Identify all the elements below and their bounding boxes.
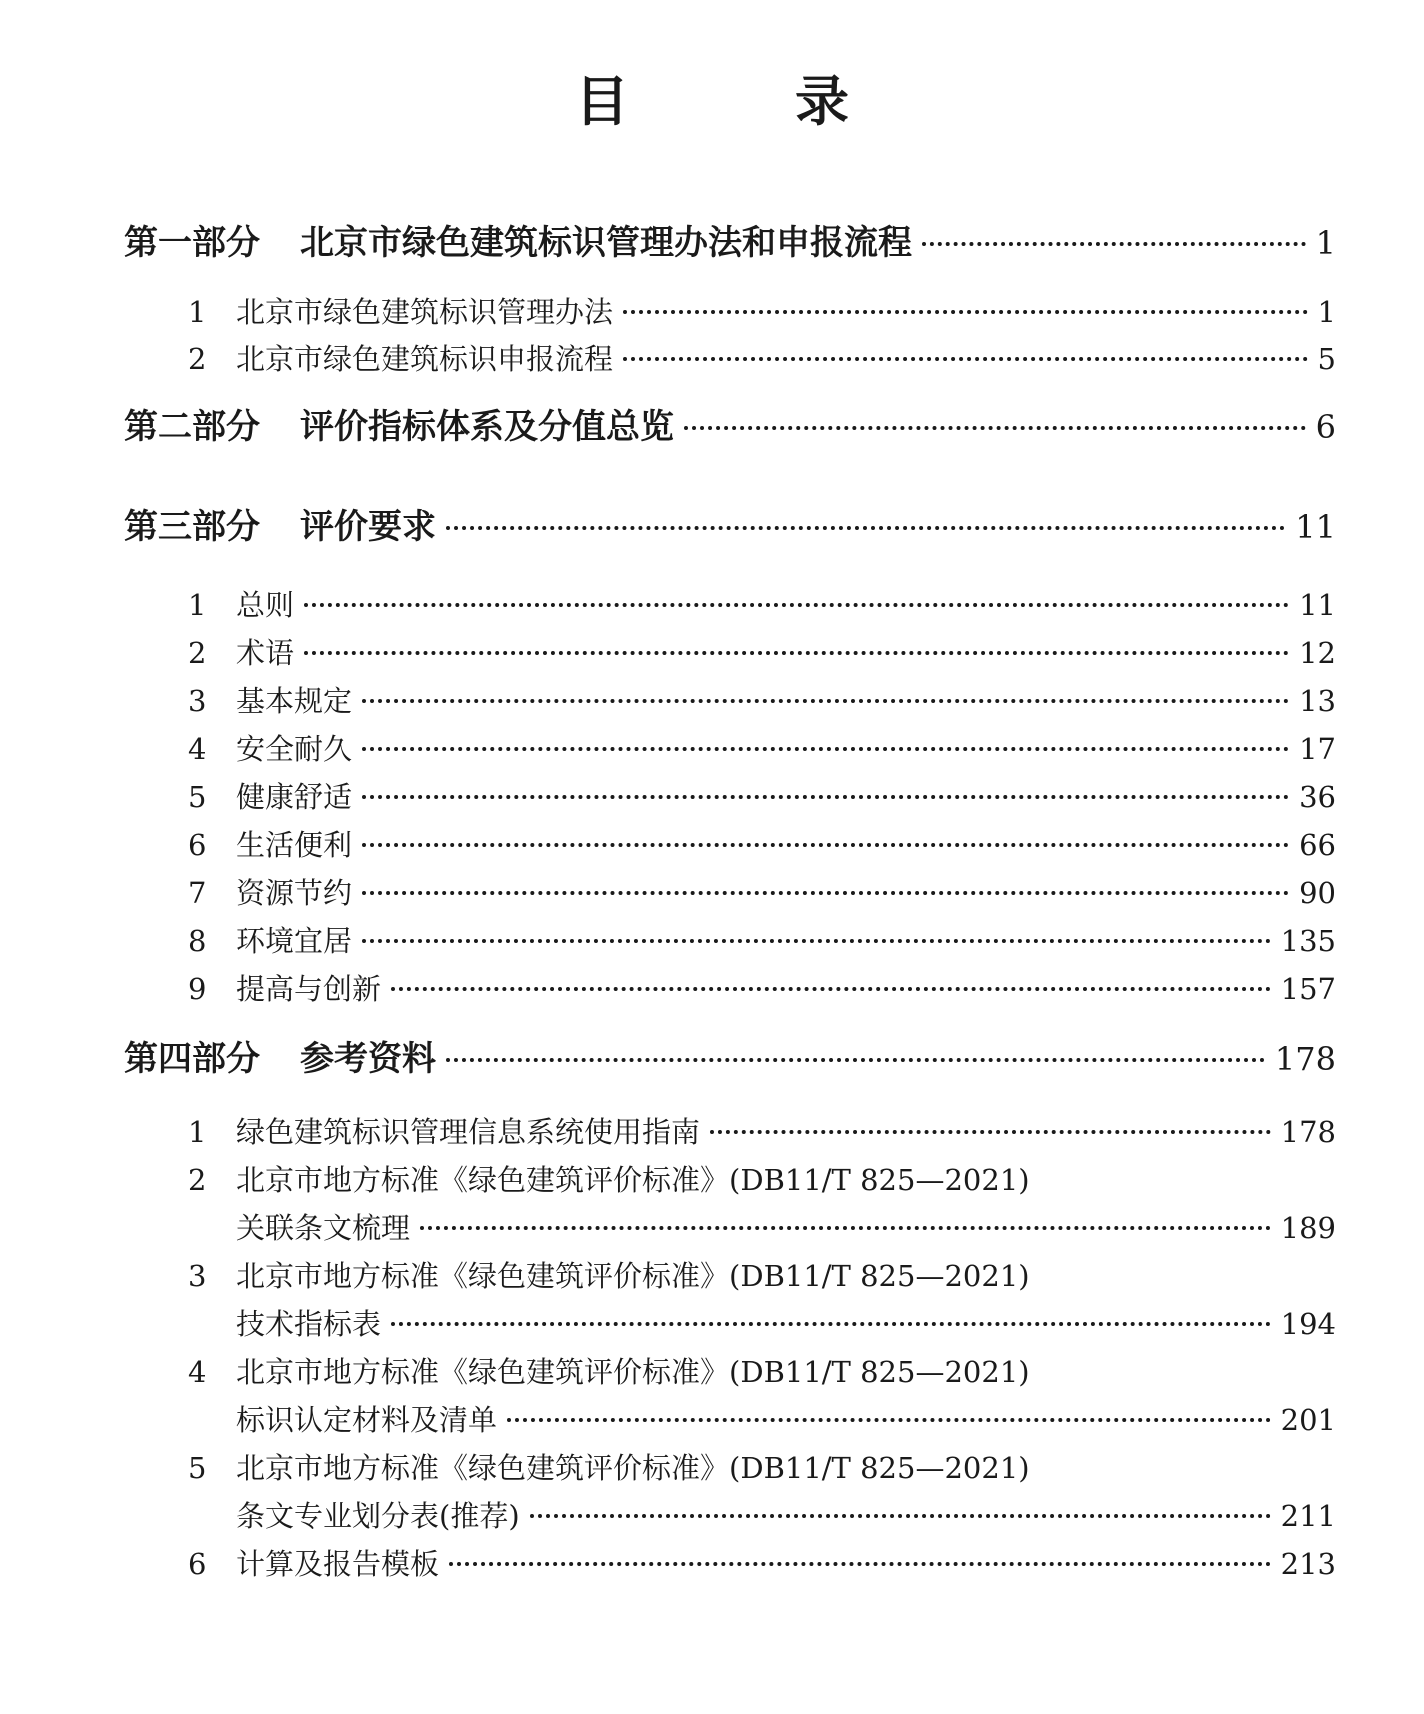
page-number: 157 [1280,972,1336,1006]
dot-leader [684,426,1306,430]
entry-number: 5 [188,1451,207,1485]
page-number: 211 [1280,1499,1336,1533]
entry-number: 1 [188,588,207,622]
page-number: 11 [1295,508,1336,546]
page-number: 1 [1315,224,1336,262]
page-number: 66 [1299,828,1336,862]
entry-number: 3 [188,684,207,718]
toc-entry-continuation[interactable] [188,1302,1336,1346]
page-number: 6 [1315,408,1336,446]
part-number: 第二部分 [124,407,260,447]
page-number: 13 [1299,684,1336,718]
toc-entry-continuation[interactable] [188,1494,1336,1538]
page-number: 201 [1280,1403,1336,1437]
entry-number: 5 [188,780,207,814]
entry-title: 北京市绿色建筑标识申报流程 [236,342,614,376]
toc-entry[interactable] [188,919,1336,963]
toc-entry-continuation[interactable] [188,1206,1336,1250]
dot-leader [362,795,1289,799]
toc-part-1[interactable] [124,218,1336,268]
entry-title: 北京市地方标准《绿色建筑评价标准》(DB11/T 825—2021) [236,1451,1030,1485]
dot-leader [391,987,1271,991]
toc-entry[interactable] [188,823,1336,867]
dot-leader [507,1418,1271,1422]
page-number: 5 [1317,342,1336,376]
page-number: 189 [1280,1211,1336,1245]
entry-title: 生活便利 [236,828,353,862]
toc-part-4[interactable] [124,1034,1336,1084]
page-number: 1 [1317,295,1336,329]
entry-number: 2 [188,636,207,670]
part-title: 评价指标体系及分值总览 [300,407,674,447]
toc-entry[interactable] [188,727,1336,771]
entry-number: 6 [188,828,207,862]
entry-title-continued: 条文专业划分表(推荐) [236,1499,520,1533]
page-number: 12 [1299,636,1336,670]
toc-entry[interactable] [188,775,1336,819]
entry-number: 2 [188,342,207,376]
entry-title: 绿色建筑标识管理信息系统使用指南 [236,1115,701,1149]
entry-title: 基本规定 [236,684,353,718]
page-number: 178 [1274,1040,1336,1078]
part-number: 第三部分 [124,507,260,547]
toc-entry[interactable] [188,967,1336,1011]
dot-leader [362,699,1289,703]
entry-title-continued: 关联条文梳理 [236,1211,411,1245]
entry-number: 1 [188,1115,207,1149]
entry-number: 7 [188,876,207,910]
dot-leader [362,747,1289,751]
dot-leader [362,891,1289,895]
entry-number: 2 [188,1163,207,1197]
page-title: 目 录 [575,69,905,133]
dot-leader [446,1058,1265,1062]
toc-entry[interactable] [188,1350,1336,1394]
entry-title: 北京市绿色建筑标识管理办法 [236,295,614,329]
page-number: 194 [1280,1307,1336,1341]
dot-leader [362,843,1289,847]
entry-title: 提高与创新 [236,972,382,1006]
page-number: 135 [1280,924,1336,958]
page-number: 178 [1280,1115,1336,1149]
toc-entry-continuation[interactable] [188,1398,1336,1442]
toc-entry[interactable] [188,290,1336,334]
toc-entry[interactable] [188,337,1336,381]
dot-leader [530,1514,1271,1518]
entry-title: 环境宜居 [236,924,353,958]
dot-leader [623,357,1308,361]
page-number: 36 [1299,780,1336,814]
page-number: 11 [1299,588,1336,622]
part-number: 第一部分 [124,223,260,263]
dot-leader [710,1130,1271,1134]
entry-title: 资源节约 [236,876,353,910]
entry-title: 北京市地方标准《绿色建筑评价标准》(DB11/T 825—2021) [236,1259,1030,1293]
toc-entry[interactable] [188,871,1336,915]
part-title: 参考资料 [300,1039,436,1079]
entry-number: 8 [188,924,207,958]
dot-leader [420,1226,1271,1230]
entry-number: 4 [188,1355,207,1389]
toc-entry[interactable] [188,1110,1336,1154]
toc-entry[interactable] [188,1158,1336,1202]
entry-title: 术语 [236,636,295,670]
page-number: 213 [1280,1547,1336,1581]
dot-leader [623,310,1308,314]
entry-title: 计算及报告模板 [236,1547,440,1581]
dot-leader [922,242,1306,246]
entry-number: 4 [188,732,207,766]
entry-title: 北京市地方标准《绿色建筑评价标准》(DB11/T 825—2021) [236,1163,1030,1197]
part-title: 北京市绿色建筑标识管理办法和申报流程 [300,223,912,263]
dot-leader [449,1562,1271,1566]
dot-leader [304,603,1289,607]
entry-title: 北京市地方标准《绿色建筑评价标准》(DB11/T 825—2021) [236,1355,1030,1389]
entry-title: 总则 [236,588,295,622]
dot-leader [446,526,1285,530]
toc-entry[interactable] [188,583,1336,627]
page-number: 17 [1299,732,1336,766]
dot-leader [304,651,1289,655]
entry-number: 6 [188,1547,207,1581]
toc-entry[interactable] [188,1254,1336,1298]
entry-number: 9 [188,972,207,1006]
toc-part-2[interactable] [124,402,1336,452]
dot-leader [362,939,1271,943]
toc-entry[interactable] [188,1446,1336,1490]
entry-title: 安全耐久 [236,732,353,766]
dot-leader [391,1322,1271,1326]
entry-title-continued: 标识认定材料及清单 [236,1403,498,1437]
part-number: 第四部分 [124,1039,260,1079]
entry-number: 3 [188,1259,207,1293]
toc-entry[interactable] [188,631,1336,675]
entry-title: 健康舒适 [236,780,353,814]
toc-entry[interactable] [188,1542,1336,1586]
page-number: 90 [1299,876,1336,910]
entry-number: 1 [188,295,207,329]
toc-part-3[interactable] [124,502,1336,552]
toc-entry[interactable] [188,679,1336,723]
entry-title-continued: 技术指标表 [236,1307,382,1341]
part-title: 评价要求 [300,507,436,547]
